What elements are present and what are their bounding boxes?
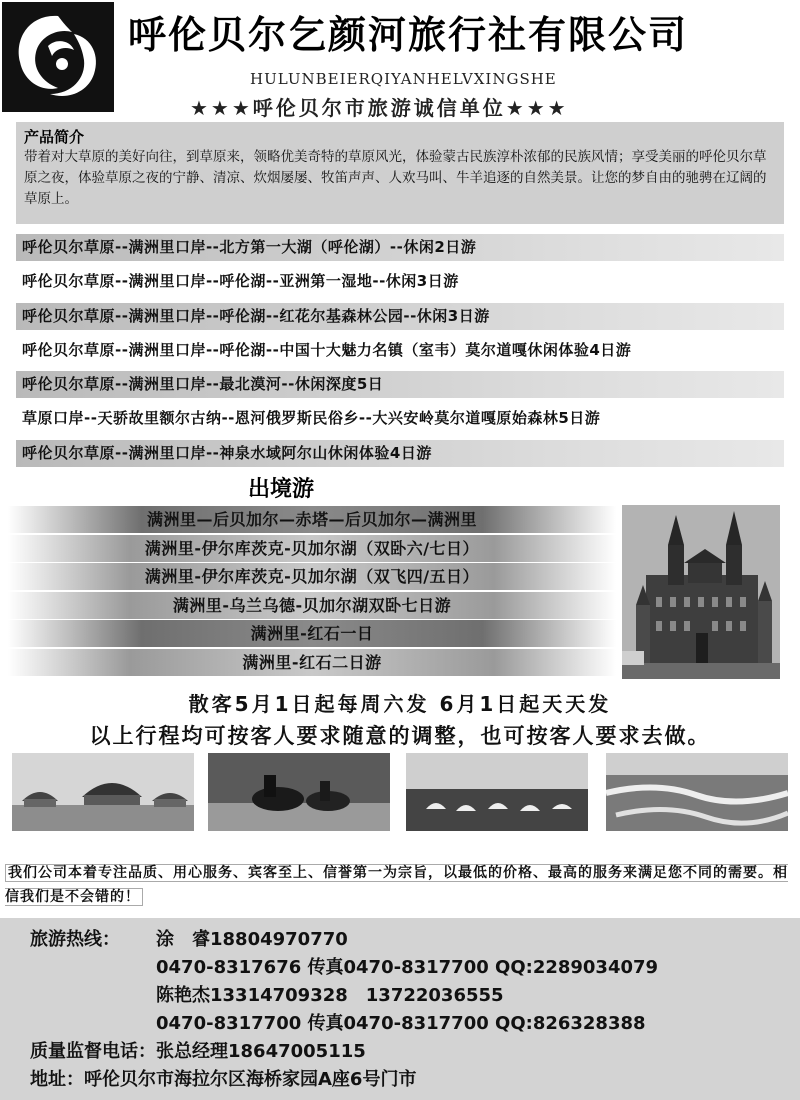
outbound-route: 满洲里-伊尔库茨克-贝加尔湖（双卧六/七日）: [8, 535, 616, 562]
contact-line: [30, 982, 800, 1010]
outbound-routes: [8, 506, 616, 678]
outbound-title: 出境游: [248, 477, 315, 502]
schedule-note: 散客5月1日起每周六发 6月1日起天天发: [188, 692, 612, 716]
domestic-route: 草原口岸--天骄故里额尔古纳--恩河俄罗斯民俗乡--大兴安岭莫尔道嘎原始森林5日游: [22, 409, 601, 428]
quality-hotline: 质量监督电话：张总经理18647005115: [30, 1041, 366, 1062]
domestic-route: 呼伦贝尔草原--满洲里口岸--北方第一大湖（呼伦湖）--休闲2日游: [16, 234, 784, 261]
company-logo: [2, 2, 114, 112]
mission-statement: [5, 861, 795, 909]
outbound-route: 满洲里-乌兰乌德-贝加尔湖双卧七日游: [8, 592, 616, 619]
outbound-route: 满洲里—后贝加尔—赤塔—后贝加尔—满洲里: [8, 506, 616, 533]
domestic-route: 呼伦贝尔草原--满洲里口岸--呼伦湖--中国十大魅力名镇（室韦）莫尔道嘎休闲体验4日游: [22, 340, 632, 359]
contact-line: [30, 954, 800, 982]
hotline-line: [30, 926, 800, 954]
yurt-camp-photo: [406, 753, 588, 831]
outbound-route: 满洲里-红石二日游: [8, 649, 616, 676]
address: 地址：呼伦贝尔市海拉尔区海桥家园A座6号门市: [30, 1069, 417, 1090]
contact-person-2: 陈艳杰13314709328 13722036555: [156, 985, 504, 1006]
contact-phone-1: 0470-8317676 传真0470-8317700 QQ:2289034079: [156, 957, 659, 978]
domestic-routes: [16, 234, 784, 474]
red-square-photo: [622, 505, 780, 679]
contact-phone-2: 0470-8317700 传真0470-8317700 QQ:826328388: [156, 1013, 646, 1034]
intro-title: 产品简介: [24, 128, 85, 146]
company-pinyin: HULUNBEIERQIYANHELVXINGSHE: [250, 70, 557, 88]
contact-section: [0, 918, 800, 1100]
contact-line: [30, 1010, 800, 1038]
contact-person-1: 涂 睿18804970770: [156, 929, 348, 950]
hotline-label: 旅游热线：: [30, 929, 120, 950]
intro-text: 带着对大草原的美好向往，到草原来，领略优美奇特的草原风光，体验蒙古民族淳朴浓郁的民族风情；享受美丽的呼伦贝尔草原之夜，体验草原之夜的宁静、清凉、炊烟屡屡、牧笛声声、人欢马叫、牛羊追逐的自然美景。让您的梦自由的驰骋在辽阔的草原上。: [24, 149, 767, 207]
yurt-palace-photo: [12, 753, 194, 831]
domestic-route: 呼伦贝尔草原--满洲里口岸--神泉水域阿尔山休闲体验4日游: [16, 440, 784, 467]
outbound-route: 满洲里-红石一日: [8, 620, 616, 647]
product-intro: [16, 122, 784, 224]
slogan: ★★★呼伦贝尔市旅游诚信单位★★★: [190, 96, 569, 120]
domestic-route: 呼伦贝尔草原--满洲里口岸--呼伦湖--红花尔基森林公园--休闲3日游: [16, 303, 784, 330]
domestic-route: 呼伦贝尔草原--满洲里口岸--呼伦湖--亚洲第一湿地--休闲3日游: [22, 272, 459, 291]
adjust-note: 以上行程均可按客人要求随意的调整，也可按客人要求去做。: [89, 724, 711, 748]
horse-riders-photo: [208, 753, 390, 831]
outbound-route: 满洲里-伊尔库茨克-贝加尔湖（双飞四/五日）: [8, 563, 616, 590]
domestic-route: 呼伦贝尔草原--满洲里口岸--最北漠河--休闲深度5日: [16, 371, 784, 398]
river-grassland-photo: [606, 753, 788, 831]
company-name: 呼伦贝尔乞颜河旅行社有限公司: [128, 13, 689, 57]
mission-text: 我们公司本着专注品质、用心服务、宾客至上、信誉第一为宗旨，以最低的价格、最高的服务来满足您不同的需要。相信我们是不会错的！: [5, 865, 788, 905]
